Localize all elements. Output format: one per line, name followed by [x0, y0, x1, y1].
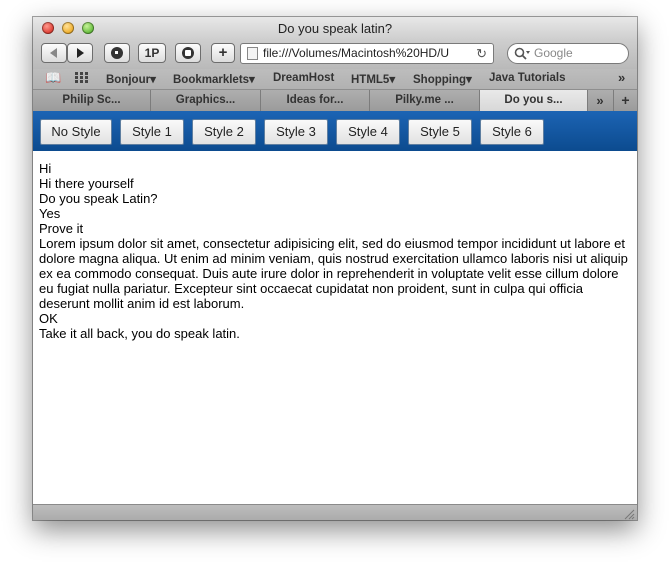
line-hi: Hi [39, 161, 52, 176]
lorem-paragraph: Lorem ipsum dolor sit amet, consectetur adipisicing elit, sed do eiusmod tempor incididunt ut labore et dolore magna aliqua. Ut enim ad minim veniam, quis nostrud exercitation ullamco laboris nisi ut aliquip ex ea commodo consequat. Duis aute irure dolor in reprehenderit in voluptate velit esse cillum dolore eu fugiat nulla pariatur. Excepteur sint occaecat cupidatat non proident, sunt in culpa qui officia deserunt mollit anim id est laborum. [39, 236, 628, 311]
browser-window [33, 17, 637, 520]
reload-icon[interactable]: ↻ [476, 46, 487, 61]
tab-do-you-speak[interactable]: Do you s... [480, 90, 588, 111]
hand-icon [176, 44, 200, 62]
top-sites-icon[interactable] [75, 72, 89, 87]
line-yes: Yes [39, 206, 61, 221]
bookmark-dreamhost[interactable]: DreamHost [273, 72, 335, 84]
style-1-button[interactable]: Style 1 [120, 119, 184, 145]
no-style-button[interactable]: No Style [40, 119, 112, 145]
evernote-button[interactable] [104, 43, 130, 63]
line-hi-there: Hi there yourself [39, 176, 134, 191]
hand-button[interactable] [175, 43, 201, 63]
forward-arrow-icon [68, 44, 92, 62]
tab-philip[interactable]: Philip Sc... [33, 90, 151, 111]
reading-list-icon[interactable]: 📖 [45, 70, 62, 85]
bookmark-bookmarklets[interactable]: Bookmarklets▾ [173, 74, 255, 86]
toolbar [33, 39, 637, 69]
bookmarks-bar [33, 69, 637, 90]
conversation-text [39, 161, 631, 341]
bookmark-shopping[interactable]: Shopping▾ [413, 74, 472, 86]
line-ok: OK [39, 311, 58, 326]
forward-button[interactable] [67, 43, 93, 63]
window-title: Do you speak latin? [277, 21, 393, 36]
style-6-button[interactable]: Style 6 [480, 119, 544, 145]
elephant-icon [105, 44, 129, 62]
tabs-overflow-icon[interactable]: » [596, 93, 604, 108]
bookmark-bonjour[interactable]: Bonjour▾ [106, 74, 156, 86]
search-field[interactable] [507, 43, 629, 64]
tab-pilky[interactable]: Pilky.me ... [370, 90, 480, 111]
style-5-button[interactable]: Style 5 [408, 119, 472, 145]
add-bookmark-button[interactable]: + [211, 43, 235, 63]
line-question: Do you speak Latin? [39, 191, 158, 206]
style-3-button[interactable]: Style 3 [264, 119, 328, 145]
title-bar [33, 17, 637, 39]
bookmark-java-tutorials[interactable]: Java Tutorials [489, 72, 566, 84]
bookmark-html5[interactable]: HTML5▾ [351, 74, 396, 86]
url-text: file:///Volumes/Macintosh%20HD/U [263, 46, 450, 60]
bookmarks-overflow-icon[interactable]: » [618, 70, 626, 85]
back-button[interactable] [41, 43, 67, 63]
style-4-button[interactable]: Style 4 [336, 119, 400, 145]
new-tab-icon[interactable]: + [613, 90, 637, 111]
style-button-bar [33, 111, 637, 151]
resize-grip-icon[interactable] [623, 508, 635, 520]
page-icon [247, 47, 258, 60]
back-arrow-icon [42, 44, 66, 62]
style-2-button[interactable]: Style 2 [192, 119, 256, 145]
tab-bar [33, 90, 637, 111]
search-icon [514, 47, 530, 61]
onepassword-button[interactable]: 1P [138, 43, 166, 63]
search-placeholder: Google [534, 46, 573, 60]
url-field[interactable] [240, 43, 494, 64]
line-prove-it: Prove it [39, 221, 84, 236]
tab-ideas[interactable]: Ideas for... [261, 90, 370, 111]
status-bar [33, 504, 637, 520]
tab-graphics[interactable]: Graphics... [151, 90, 261, 111]
line-take-it-back: Take it all back, you do speak latin. [39, 326, 240, 341]
